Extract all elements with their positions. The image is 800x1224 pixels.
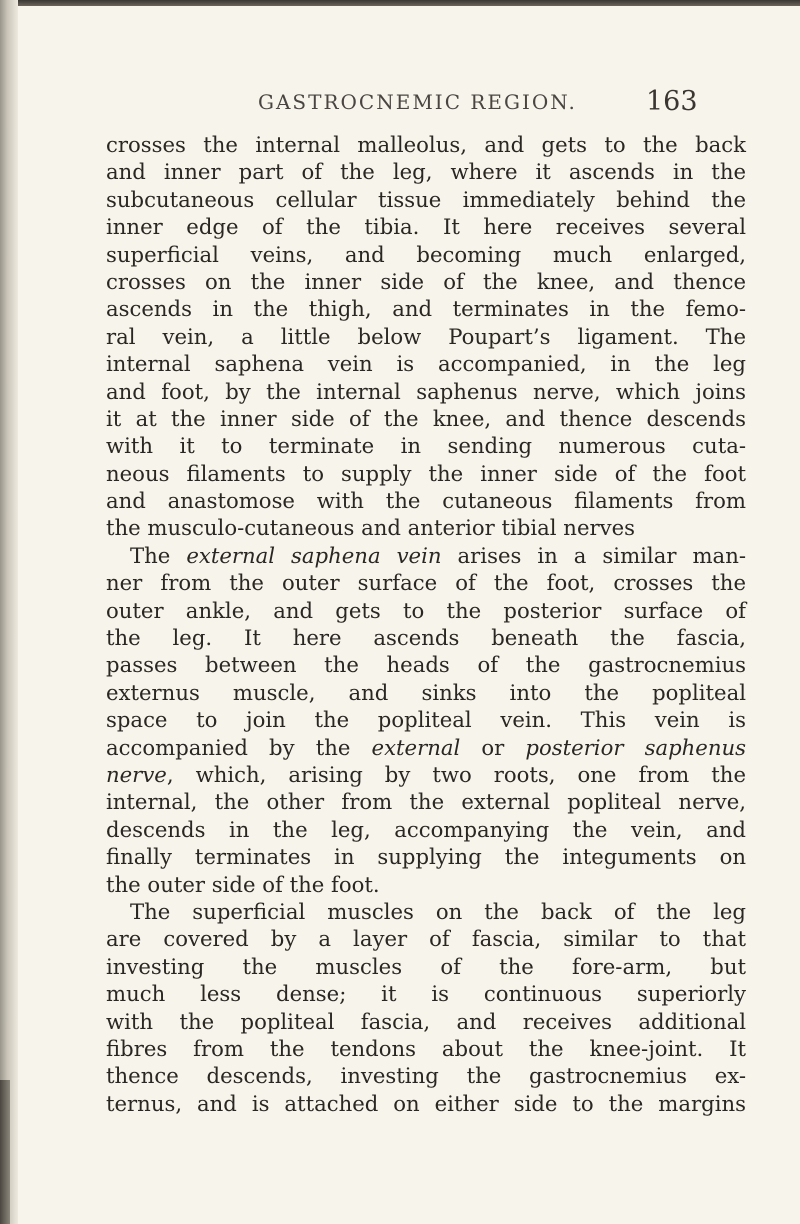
text-segment: superficial veins, and becoming much enlarged, bbox=[106, 241, 746, 267]
text-line bbox=[106, 350, 746, 377]
text-line bbox=[106, 925, 746, 952]
text-segment: ner from the outer surface of the foot, crosses the bbox=[106, 570, 746, 596]
italic-term: external bbox=[371, 734, 461, 760]
text-segment: the musculo-cutaneous and anterior tibial nerves bbox=[106, 515, 635, 541]
text-segment: and foot, by the internal saphenus nerve, which joins bbox=[106, 378, 746, 404]
text-line bbox=[106, 706, 746, 733]
text-segment: inner edge of the tibia. It here receives several bbox=[106, 214, 746, 240]
page-number: 163 bbox=[646, 86, 698, 117]
text-segment: internal saphena vein is accompanied, in the leg bbox=[106, 351, 746, 377]
running-title: GASTROCNEMIC REGION. bbox=[258, 90, 577, 114]
text-line bbox=[106, 213, 746, 240]
page-header bbox=[0, 86, 800, 122]
text-segment: investing the muscles of the fore-arm, but bbox=[106, 953, 746, 979]
text-segment: crosses on the inner side of the knee, and thence bbox=[106, 268, 746, 294]
text-line bbox=[106, 295, 746, 322]
text-line bbox=[106, 186, 746, 213]
text-segment: space to join the popliteal vein. This vein is bbox=[106, 707, 746, 733]
text-line bbox=[106, 268, 746, 295]
text-line bbox=[106, 1008, 746, 1035]
text-line bbox=[106, 597, 746, 624]
text-line bbox=[106, 624, 746, 651]
text-line bbox=[106, 1035, 746, 1062]
text-segment: and anastomose with the cutaneous filaments from bbox=[106, 488, 746, 514]
text-line bbox=[106, 788, 746, 815]
page-binding-edge bbox=[0, 0, 18, 1224]
text-segment: finally terminates in supplying the integuments on bbox=[106, 844, 746, 870]
italic-term: posterior saphenus bbox=[525, 734, 746, 760]
text-segment: descends in the leg, accompanying the vein, and bbox=[106, 816, 746, 842]
text-segment: the outer side of the foot. bbox=[106, 871, 380, 897]
text-line bbox=[106, 816, 746, 843]
text-line bbox=[106, 487, 746, 514]
text-line bbox=[106, 980, 746, 1007]
text-segment: and inner part of the leg, where it ascends in the bbox=[106, 159, 746, 185]
text-line bbox=[106, 542, 746, 569]
text-line bbox=[106, 241, 746, 268]
text-segment: fibres from the tendons about the knee-joint. It bbox=[106, 1035, 746, 1061]
text-line bbox=[106, 1062, 746, 1089]
top-page-rule bbox=[0, 0, 800, 6]
text-segment: the leg. It here ascends beneath the fascia, bbox=[106, 625, 746, 651]
text-line bbox=[106, 761, 746, 788]
text-line bbox=[106, 679, 746, 706]
body-text bbox=[106, 131, 746, 1117]
text-segment: much less dense; it is continuous superiorly bbox=[106, 981, 746, 1007]
text-line bbox=[106, 405, 746, 432]
text-segment: with the popliteal fascia, and receives additional bbox=[106, 1008, 746, 1034]
text-line bbox=[106, 569, 746, 596]
italic-term: nerve bbox=[106, 761, 167, 787]
text-segment: The bbox=[130, 542, 187, 568]
text-segment: thence descends, investing the gastrocnemius ex- bbox=[106, 1063, 746, 1089]
text-line bbox=[106, 158, 746, 185]
text-segment: internal, the other from the external popliteal nerve, bbox=[106, 789, 746, 815]
text-line bbox=[106, 323, 746, 350]
text-segment: outer ankle, and gets to the posterior surface of bbox=[106, 597, 746, 623]
text-line bbox=[106, 432, 746, 459]
text-line bbox=[106, 651, 746, 678]
text-line bbox=[106, 460, 746, 487]
text-line bbox=[106, 734, 746, 761]
text-segment: it at the inner side of the knee, and thence descends bbox=[106, 405, 746, 431]
text-segment: crosses the internal malleolus, and gets to the back bbox=[106, 132, 746, 157]
text-line bbox=[106, 898, 746, 925]
text-segment: , which, arising by two roots, one from the bbox=[166, 761, 746, 787]
text-line bbox=[106, 514, 746, 541]
text-segment: with it to terminate in sending numerous cuta- bbox=[106, 433, 746, 459]
text-line bbox=[106, 953, 746, 980]
text-segment: neous filaments to supply the inner side of the foot bbox=[106, 460, 746, 486]
text-line bbox=[106, 378, 746, 405]
text-segment: are covered by a layer of fascia, similar to that bbox=[106, 926, 746, 952]
text-segment: The superficial muscles on the back of the leg bbox=[130, 898, 746, 924]
text-segment: ral vein, a little below Poupart’s ligament. The bbox=[106, 323, 746, 349]
text-segment: ascends in the thigh, and terminates in the femo- bbox=[106, 296, 746, 322]
text-segment: externus muscle, and sinks into the popliteal bbox=[106, 679, 746, 705]
text-segment: accompanied by the bbox=[106, 734, 372, 760]
text-line bbox=[106, 131, 746, 158]
text-line bbox=[106, 843, 746, 870]
italic-term: external saphena vein bbox=[186, 542, 442, 568]
text-segment: ternus, and is attached on either side to the margins bbox=[106, 1090, 746, 1116]
text-segment: arises in a similar man- bbox=[441, 542, 746, 568]
text-line bbox=[106, 1090, 746, 1117]
page-binding-shadow bbox=[0, 1080, 10, 1224]
text-segment: passes between the heads of the gastrocnemius bbox=[106, 652, 746, 678]
text-segment: subcutaneous cellular tissue immediately behind the bbox=[106, 186, 746, 212]
text-segment: or bbox=[460, 734, 526, 760]
text-line bbox=[106, 871, 746, 898]
